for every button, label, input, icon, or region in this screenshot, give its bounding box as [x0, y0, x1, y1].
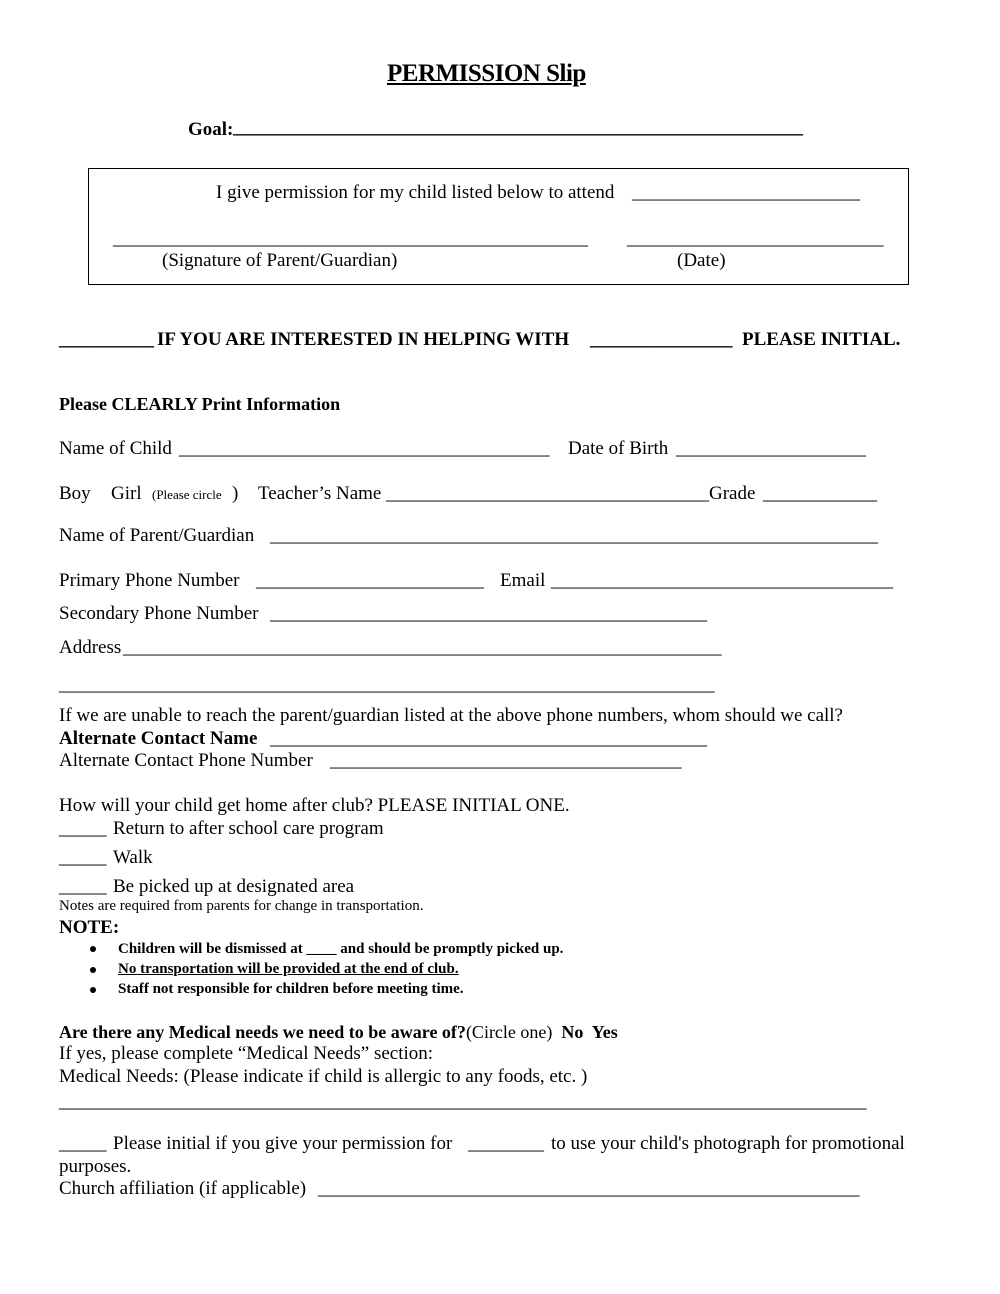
church-label: Church affiliation (if applicable)	[59, 1178, 307, 1199]
permission-statement: I give permission for my child listed below to attend	[216, 182, 615, 203]
bullet-icon	[90, 987, 96, 993]
address-label: Address	[59, 637, 122, 658]
note-bullet-3: Staff not responsible for children before meeting time.	[118, 981, 464, 997]
alternate-question: If we are unable to reach the parent/guardian listed at the above phone numbers, whom should we call?	[59, 705, 843, 726]
photo-org-blank[interactable]: ________	[468, 1133, 544, 1154]
photo-use-text: to use your child's photograph for promotional	[551, 1133, 905, 1154]
boy-option[interactable]: Boy	[59, 483, 91, 504]
photo-initial-blank[interactable]: _____	[59, 1133, 107, 1154]
grade-field[interactable]: ____________	[763, 483, 877, 504]
attend-blank[interactable]: ________________________	[632, 182, 860, 203]
alternate-phone-field[interactable]: _____________________________________	[330, 750, 682, 771]
transport-option-blank[interactable]: _____	[59, 876, 107, 897]
secondary-phone-label: Secondary Phone Number	[59, 603, 259, 624]
print-heading: Please CLEARLY Print Information	[59, 394, 341, 414]
parent-field[interactable]: ________________________________________________________________	[270, 525, 878, 546]
dob-field[interactable]: ____________________	[676, 438, 866, 459]
alternate-phone-label: Alternate Contact Phone Number	[59, 750, 313, 771]
transport-question: How will your child get home after club? PLEASE INITIAL ONE.	[59, 795, 570, 816]
medical-question-line	[59, 1023, 618, 1041]
transport-option-blank[interactable]: _____	[59, 847, 107, 868]
medical-if-yes: If yes, please complete “Medical Needs” section:	[59, 1043, 434, 1064]
signature-line[interactable]: __________________________________________________	[113, 228, 588, 249]
helping-text: IF YOU ARE INTERESTED IN HELPING WITH	[157, 329, 570, 350]
note-bullet-1: Children will be dismissed at ____ and should be promptly picked up.	[118, 941, 564, 957]
medical-question: Are there any Medical needs we need to be aware of?	[59, 1022, 466, 1042]
child-name-field[interactable]: _______________________________________	[179, 438, 550, 459]
primary-phone-label: Primary Phone Number	[59, 570, 240, 591]
note-heading: NOTE:	[59, 917, 120, 938]
transport-option-blank[interactable]: _____	[59, 818, 107, 839]
helping-blank[interactable]: _______________	[590, 329, 733, 350]
dismissal-time-blank[interactable]: ____	[306, 941, 337, 957]
transport-option-label: Return to after school care program	[113, 818, 384, 839]
bullet-icon	[90, 946, 96, 952]
transport-notes: Notes are required from parents for change in transportation.	[59, 898, 424, 914]
secondary-phone-field[interactable]: ______________________________________________	[270, 603, 707, 624]
transport-option-label: Walk	[113, 847, 153, 868]
helping-initial-blank[interactable]: __________	[59, 329, 154, 350]
email-field[interactable]: ____________________________________	[551, 570, 893, 591]
address-field[interactable]: _______________________________________________________________	[123, 637, 722, 658]
please-initial-text: PLEASE INITIAL.	[742, 329, 901, 350]
medical-options[interactable]: No Yes	[561, 1022, 618, 1042]
address-field-line2[interactable]: _____________________________________________________________________	[59, 674, 715, 695]
transport-option-label: Be picked up at designated area	[113, 876, 355, 897]
goal-label: Goal:	[188, 119, 234, 140]
photo-purposes-text: purposes.	[59, 1156, 132, 1177]
page-title: PERMISSION Slip	[387, 60, 586, 87]
signature-label: (Signature of Parent/Guardian)	[162, 250, 398, 271]
medical-circle-one: (Circle one)	[465, 1022, 553, 1042]
medical-needs-label: Medical Needs: (Please indicate if child is allergic to any foods, etc. )	[59, 1066, 588, 1087]
note-bullet-2: No transportation will be provided at the end of club.	[118, 961, 459, 977]
grade-label: Grade	[709, 483, 756, 504]
girl-option[interactable]: Girl	[111, 483, 142, 504]
parent-label: Name of Parent/Guardian	[59, 525, 255, 546]
alternate-name-field[interactable]: ______________________________________________	[270, 728, 707, 749]
teacher-field[interactable]: __________________________________	[386, 483, 709, 504]
email-label: Email	[500, 570, 546, 591]
teacher-label: Teacher’s Name	[258, 483, 382, 504]
photo-permission-text: Please initial if you give your permission for	[113, 1133, 453, 1154]
dob-label: Date of Birth	[568, 438, 669, 459]
circle-note: (Please circle	[152, 487, 222, 502]
alternate-name-label: Alternate Contact Name	[59, 728, 258, 749]
goal-line[interactable]: ____________________________________________________________	[233, 117, 803, 138]
circle-note-close: )	[232, 483, 239, 504]
primary-phone-field[interactable]: ________________________	[256, 570, 484, 591]
medical-needs-field[interactable]: _____________________________________________________________________________________	[59, 1091, 867, 1112]
date-line[interactable]: ___________________________	[627, 228, 884, 249]
church-field[interactable]: _________________________________________________________	[318, 1178, 860, 1199]
child-name-label: Name of Child	[59, 438, 172, 459]
date-label: (Date)	[677, 250, 726, 271]
bullet-icon	[90, 967, 96, 973]
